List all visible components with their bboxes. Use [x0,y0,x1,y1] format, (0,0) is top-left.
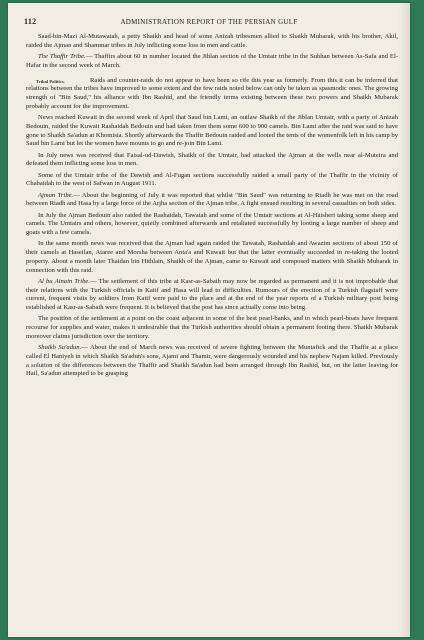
paragraph-text: — About the end of March news was received of severe fighting between the Muntafick and the Thaffir at a place called El Haniyeh in which Shaikh Sa'adun's sons, Ajami and Thamir, were dangerously wounded and his nephew Najam killed. Previously a solution of the differences between the Thaffir and Shaikh Sa'adun had been arranged through Ibn Rashid, but, on the latter leaving for Hail, Sa'adun attempted to be grasping [26,344,398,378]
running-head: ADMINISTRATION REPORT OF THE PERSIAN GULF [120,18,298,26]
paragraph-text: — The settlement of this tribe at Kasr-as-Sabaih may now be regarded as permanent and it is not improbable that their relations with the Turkish officials in Katif and Hasa will lead to difficulties. Rumours of the erection of a Turkish flagstaff were current, frequent visits by soldiers from Katif were paid to the place and at the end of the year reports of a Turkish military post being established at Kasr-as-Sabaih were frequent. It is believed that the post has since actually come into being. [26,277,398,311]
paragraph: Some of the Umtair tribe of the Dawish and Al-Fugan sections successfully raided a small party of the Thaffir in the vicinity of Chabaidah to the west of Safwan in August 1911. [26,171,398,188]
paragraph [26,344,398,379]
document-page [8,3,410,637]
paragraph: News reached Kuwait in the second week of April that Saud bin Lami, an outlaw Shaikh of the Jiblan Umtair, with a party of Anizah Bedouin, raided the Kuwait Rashaidah Bedouin and had taken from them some 600 to 900 camels. Bin Lami after the raid was said to have gone to Shaikh Sa'adun at Khomisia. Shortly afterwards the Thaffir Bedouin raided and looted the tents of the womenfolk left in his camp by Saud bin Lami but let the women have mounts to go and re-join Bin Lami. [26,114,398,148]
paragraph: In July the Ajman Bedouin also raided the Rashaidah, Tawatah and some of the Umtair sections at Al-Haisheri taking some sheep and camels. The Umtairs and others, however, quietly combined afterwards and retaliated successfully by looting a large number of sheep and goats with a few camels. [26,211,398,236]
paragraph: In July news was received that Faisal-ud-Dawish, Shaikh of the Umtair, had attacked the Ajman at the wells near al-Muteira and defeated them inflicting some loss in men. [26,151,398,168]
paragraph-text: Raids and counter-raids do not appear to have been so rife this year as formerly. From this it can be inferred that relations between the tribes have improved to some extent and the few raids noted below can only be taken as spasmodic ones. The growing strength of "Bin Saud," his alliance with Ibn Rashid, and the friendly terms existing between these two powers and Shaikh Mubarak probably account for the improvement. [26,76,398,110]
paragraph-text: — Thaffirs about 60 in number located the Jiblan section of the Umtair tribe in the Subhan between As-Safa and El-Hafar in the second week of March. [26,53,398,69]
paragraph [26,192,398,210]
body-text [26,33,398,382]
paragraph: The position of the settlement at a point on the coast adjacent to some of the best pearl-banks, and to which pearl-boats have frequent recourse for supplies and water, makes it undesirable that the Turkish authorities should obtain a permanent footing there. Shaikh Mubarak moreover claims jurisdiction over the territory. [26,315,398,340]
section-heading: Al bu Ainain Tribe. [38,277,90,285]
paragraph: In the same month news was received that the Ajman had again raided the Tawatah, Rashaidah and Awazim sections of about 150 of their camels at Haseilan, Ataree and Morsha between Anta'a and Kuwait but that the latter eventually succeeded in re-taking the looted property. About a month later Thaidan bin Hithlain, Shaikh of the Ajman, came to Kuwait and composed matters with Shaikh Mubarak in connection with this raid. [26,240,398,274]
page-header [24,17,394,29]
section-heading: Shaikh Sa'adun. [38,344,82,351]
paragraph: Saad-bin-Mazi Al-Mutawatah, a petty Shaikh and head of some Anizah tribesmen allied to Shaikh Mubarak, with his brother, Akil, raided the Ajman and Shammar tribes in July inflicting some loss in men and cattle. [26,33,398,49]
section-heading: The Thaffir Tribe. [38,53,86,60]
paragraph [26,278,398,313]
side-note: Tribal Politics. [36,78,65,84]
paragraph-text: — About the beginning of July it was reported that whilst "Bin Saud" was returning to Riadh he was met on the road between Riadh and Hasa by a large force of the Arjha section of the Ajman tribe. A fight ensued resulting in several casualties on both sides. [26,191,399,208]
paragraph [26,53,398,71]
page-number: 112 [24,17,37,26]
page-edge-shadow [398,3,410,637]
section-heading: Ajman Tribe. [38,191,74,199]
paragraph [26,77,398,112]
